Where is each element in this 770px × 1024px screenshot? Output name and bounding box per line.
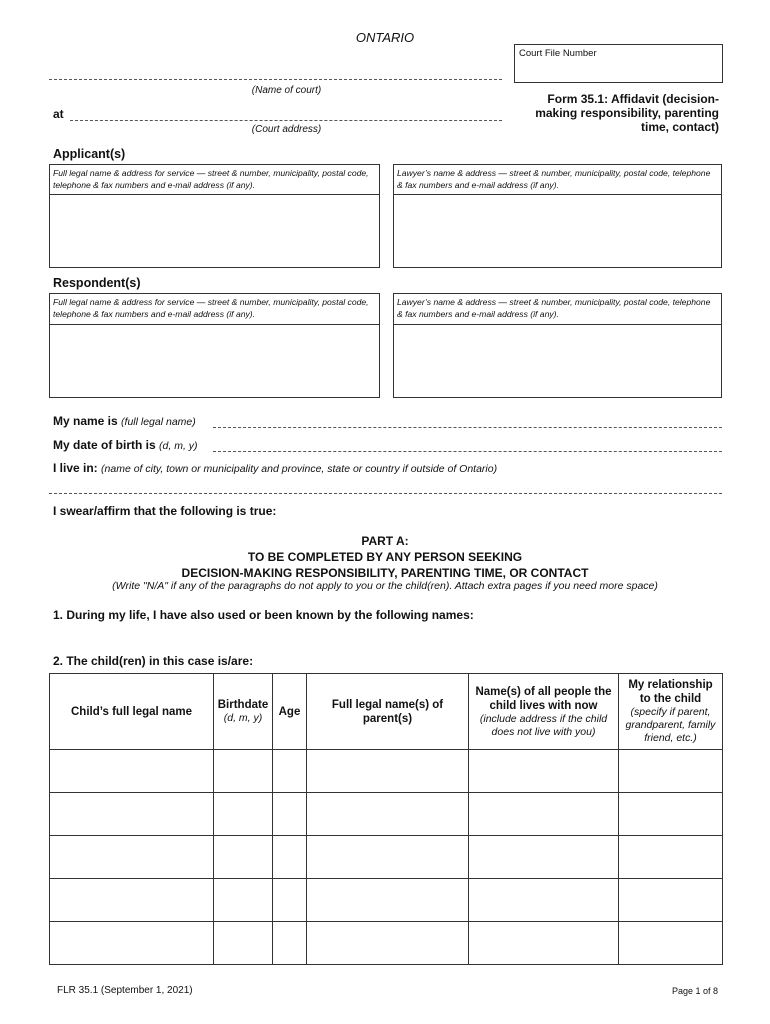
applicant-lawyer-box[interactable]	[393, 164, 722, 268]
cell-parents[interactable]	[307, 922, 469, 965]
col-birthdate-label: Birthdate	[217, 699, 269, 711]
table-row	[50, 879, 723, 922]
col-birthdate-sub: (d, m, y)	[223, 712, 263, 724]
cell-age[interactable]	[273, 922, 307, 965]
col-parents	[307, 674, 469, 750]
court-address-hint: (Court address)	[251, 124, 322, 135]
live-row	[53, 461, 497, 475]
court-file-number-field[interactable]	[514, 44, 723, 83]
form-title-line3: time, contact)	[640, 120, 719, 134]
name-row	[53, 414, 196, 428]
children-table	[49, 673, 723, 965]
form-title-line2: making responsibility, parenting	[535, 106, 719, 120]
cell-parents[interactable]	[307, 793, 469, 836]
cell-child-name[interactable]	[50, 793, 214, 836]
table-row	[50, 922, 723, 965]
court-file-number-label: Court File Number	[519, 48, 597, 59]
live-hint: (name of city, town or municipality and province, state or country if outside of Ontario)	[101, 463, 498, 475]
col-lives-with-sub: (include address if the child does not live with you)	[479, 712, 608, 738]
col-birthdate	[214, 674, 273, 750]
table-row	[50, 750, 723, 793]
respondent-lawyer-box[interactable]	[393, 293, 722, 398]
part-a-line2: TO BE COMPLETED BY ANY PERSON SEEKING	[247, 550, 523, 564]
question-1: 1. During my life, I have also used or been known by the following names:	[53, 608, 474, 622]
live-input[interactable]	[49, 493, 722, 494]
part-a-heading	[0, 533, 770, 581]
table-row	[50, 793, 723, 836]
col-relationship-label: My relationship to the child	[628, 679, 713, 705]
dob-hint: (d, m, y)	[159, 440, 198, 452]
cell-parents[interactable]	[307, 879, 469, 922]
cell-lives-with[interactable]	[469, 750, 619, 793]
col-relationship	[619, 674, 723, 750]
court-address-input[interactable]	[70, 120, 502, 121]
cell-birthdate[interactable]	[214, 793, 273, 836]
cell-age[interactable]	[273, 879, 307, 922]
col-child-name-label: Child’s full legal name	[71, 705, 192, 718]
cell-lives-with[interactable]	[469, 793, 619, 836]
col-age	[273, 674, 307, 750]
applicant-party-hint: Full legal name & address for service — street & number, municipality, postal code, telephone & fax numbers and e-mail address (if any).	[50, 165, 379, 195]
cell-age[interactable]	[273, 793, 307, 836]
dob-row	[53, 438, 198, 452]
name-label: My name is	[53, 414, 118, 428]
part-a-line1: PART A:	[361, 534, 409, 548]
oath-statement: I swear/affirm that the following is true:	[53, 504, 277, 518]
dob-input[interactable]	[213, 451, 722, 452]
col-lives-with-label: Name(s) of all people the child lives with now	[475, 685, 612, 712]
name-input[interactable]	[213, 427, 722, 428]
live-label: I live in:	[53, 461, 98, 475]
footer-form-id: FLR 35.1 (September 1, 2021)	[57, 985, 193, 996]
cell-lives-with[interactable]	[469, 922, 619, 965]
cell-birthdate[interactable]	[214, 879, 273, 922]
cell-relationship[interactable]	[619, 793, 723, 836]
cell-parents[interactable]	[307, 750, 469, 793]
cell-lives-with[interactable]	[469, 879, 619, 922]
cell-child-name[interactable]	[50, 836, 214, 879]
form-title-line1: Form 35.1: Affidavit (decision-	[547, 92, 719, 106]
cell-relationship[interactable]	[619, 879, 723, 922]
col-lives-with	[469, 674, 619, 750]
court-name-input[interactable]	[49, 79, 502, 80]
cell-child-name[interactable]	[50, 750, 214, 793]
dob-label: My date of birth is	[53, 438, 156, 452]
cell-birthdate[interactable]	[214, 836, 273, 879]
applicants-heading: Applicant(s)	[53, 147, 126, 161]
part-a-line3: DECISION-MAKING RESPONSIBILITY, PARENTING TIME, OR CONTACT	[181, 566, 589, 580]
table-row	[50, 836, 723, 879]
cell-child-name[interactable]	[50, 879, 214, 922]
question-2: 2. The child(ren) in this case is/are:	[53, 654, 254, 668]
form-title	[500, 92, 719, 134]
cell-relationship[interactable]	[619, 922, 723, 965]
cell-birthdate[interactable]	[214, 750, 273, 793]
cell-lives-with[interactable]	[469, 836, 619, 879]
applicant-lawyer-hint: Lawyer’s name & address — street & number, municipality, postal code, telephone & fax numbers and e-mail address (if any).	[394, 165, 721, 195]
respondent-party-box[interactable]	[49, 293, 380, 398]
respondent-party-hint: Full legal name & address for service — street & number, municipality, postal code, telephone & fax numbers and e-mail address (if any).	[50, 294, 379, 325]
col-parents-label: Full legal name(s) of parent(s)	[331, 698, 444, 725]
cell-age[interactable]	[273, 750, 307, 793]
applicant-party-box[interactable]	[49, 164, 380, 268]
col-age-label: Age	[278, 705, 301, 718]
name-hint: (full legal name)	[121, 416, 196, 428]
respondent-lawyer-hint: Lawyer’s name & address — street & number, municipality, postal code, telephone & fax numbers and e-mail address (if any).	[394, 294, 721, 325]
cell-parents[interactable]	[307, 836, 469, 879]
cell-birthdate[interactable]	[214, 922, 273, 965]
court-name-hint: (Name of court)	[251, 85, 322, 96]
cell-age[interactable]	[273, 836, 307, 879]
footer-page-number: Page 1 of 8	[671, 986, 718, 996]
col-relationship-sub: (specify if parent, grandparent, family friend, etc.)	[625, 706, 716, 744]
cell-relationship[interactable]	[619, 750, 723, 793]
respondents-heading: Respondent(s)	[53, 276, 141, 290]
cell-child-name[interactable]	[50, 922, 214, 965]
part-a-note: (Write "N/A" if any of the paragraphs do not apply to you or the child(ren). Attach extra pages if you need more space)	[112, 580, 658, 592]
cell-relationship[interactable]	[619, 836, 723, 879]
at-label: at	[53, 107, 64, 121]
jurisdiction: ONTARIO	[355, 30, 415, 45]
col-child-name	[50, 674, 214, 750]
